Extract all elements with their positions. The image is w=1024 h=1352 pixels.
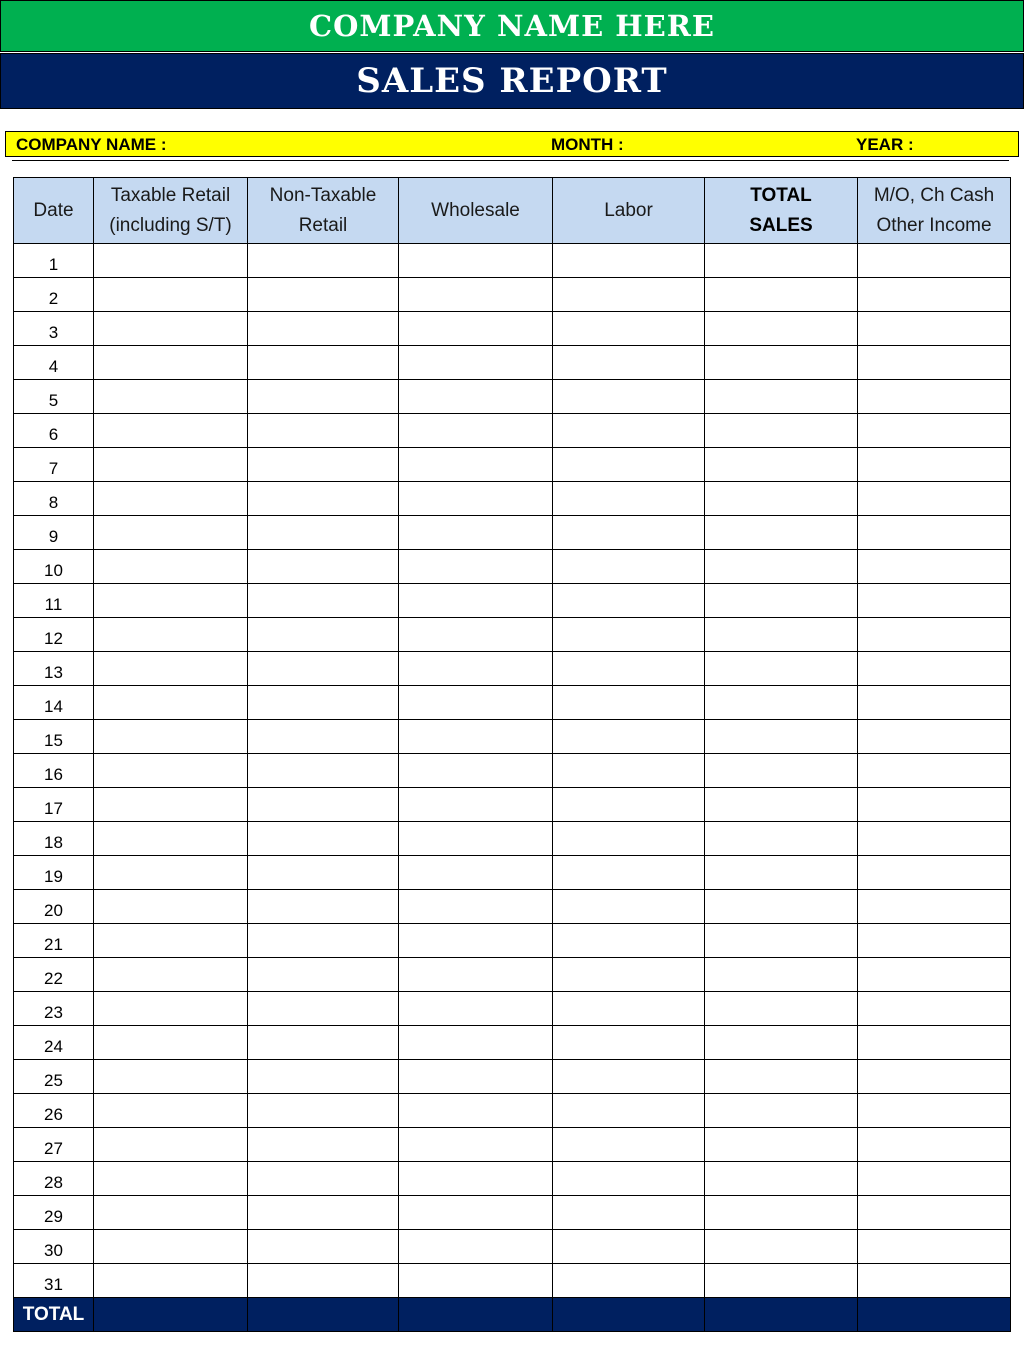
non-taxable-retail-cell[interactable] [248,516,399,550]
total-sales-cell[interactable] [705,686,858,720]
column-header-taxable-retail: Taxable Retail (including S/T) [94,178,248,244]
taxable-retail-cell[interactable] [94,958,248,992]
labor-cell[interactable] [553,788,705,822]
wholesale-cell[interactable] [399,244,553,278]
table-row [14,516,1011,550]
labor-cell[interactable] [553,1094,705,1128]
non-taxable-retail-cell[interactable] [248,244,399,278]
taxable-retail-cell[interactable] [94,346,248,380]
table-row [14,924,1011,958]
non-taxable-retail-cell[interactable] [248,788,399,822]
non-taxable-retail-cell[interactable] [248,448,399,482]
day-number: 25 [14,1060,94,1094]
year-label: YEAR : [856,135,914,154]
total-total-sales-cell[interactable] [705,1298,858,1332]
column-header-total-sales: TOTAL SALES [705,178,858,244]
total-sales-cell[interactable] [705,992,858,1026]
table-row [14,1162,1011,1196]
day-number: 10 [14,550,94,584]
wholesale-cell[interactable] [399,618,553,652]
wholesale-cell[interactable] [399,652,553,686]
non-taxable-retail-cell[interactable] [248,1264,399,1298]
day-number: 22 [14,958,94,992]
table-row [14,312,1011,346]
total-sales-cell[interactable] [705,856,858,890]
taxable-retail-cell[interactable] [94,1060,248,1094]
day-number: 24 [14,1026,94,1060]
other-income-cell[interactable] [858,788,1011,822]
non-taxable-retail-cell[interactable] [248,1060,399,1094]
taxable-retail-cell[interactable] [94,1026,248,1060]
day-number: 20 [14,890,94,924]
labor-cell[interactable] [553,1026,705,1060]
taxable-retail-cell[interactable] [94,618,248,652]
other-income-cell[interactable] [858,652,1011,686]
taxable-retail-cell[interactable] [94,1230,248,1264]
day-number: 12 [14,618,94,652]
total-sales-cell[interactable] [705,1060,858,1094]
taxable-retail-cell[interactable] [94,652,248,686]
total-sales-cell[interactable] [705,788,858,822]
labor-cell[interactable] [553,244,705,278]
labor-cell[interactable] [553,1264,705,1298]
taxable-retail-cell[interactable] [94,448,248,482]
info-underline [12,160,1009,161]
total-labor-cell[interactable] [553,1298,705,1332]
wholesale-cell[interactable] [399,414,553,448]
company-name-label: COMPANY NAME : [16,135,167,154]
wholesale-cell[interactable] [399,822,553,856]
wholesale-cell[interactable] [399,278,553,312]
taxable-retail-cell[interactable] [94,686,248,720]
taxable-retail-cell[interactable] [94,822,248,856]
table-row [14,754,1011,788]
column-header-other-income: M/O, Ch Cash Other Income [858,178,1011,244]
day-number: 14 [14,686,94,720]
total-sales-cell[interactable] [705,754,858,788]
total-taxable-retail-cell[interactable] [94,1298,248,1332]
wholesale-cell[interactable] [399,1264,553,1298]
wholesale-cell[interactable] [399,890,553,924]
labor-cell[interactable] [553,516,705,550]
wholesale-cell[interactable] [399,482,553,516]
wholesale-cell[interactable] [399,1060,553,1094]
non-taxable-retail-cell[interactable] [248,380,399,414]
wholesale-cell[interactable] [399,1196,553,1230]
non-taxable-retail-cell[interactable] [248,856,399,890]
day-number: 17 [14,788,94,822]
company-name-banner: COMPANY NAME HERE [0,0,1024,52]
non-taxable-retail-cell[interactable] [248,652,399,686]
labor-cell[interactable] [553,958,705,992]
day-number: 15 [14,720,94,754]
wholesale-cell[interactable] [399,1026,553,1060]
table-row [14,414,1011,448]
column-header-non-taxable-retail: Non-Taxable Retail [248,178,399,244]
day-number: 28 [14,1162,94,1196]
day-number: 5 [14,380,94,414]
taxable-retail-cell[interactable] [94,992,248,1026]
sales-report-table [13,177,1011,1332]
table-row [14,992,1011,1026]
taxable-retail-cell[interactable] [94,1196,248,1230]
labor-cell[interactable] [553,992,705,1026]
other-income-cell[interactable] [858,822,1011,856]
wholesale-cell[interactable] [399,686,553,720]
taxable-retail-cell[interactable] [94,482,248,516]
other-income-cell[interactable] [858,1162,1011,1196]
non-taxable-retail-cell[interactable] [248,584,399,618]
table-row [14,1094,1011,1128]
wholesale-cell[interactable] [399,584,553,618]
other-income-cell[interactable] [858,958,1011,992]
column-header-wholesale: Wholesale [399,178,553,244]
non-taxable-retail-cell[interactable] [248,346,399,380]
wholesale-cell[interactable] [399,550,553,584]
total-sales-cell[interactable] [705,1264,858,1298]
taxable-retail-cell[interactable] [94,1128,248,1162]
other-income-cell[interactable] [858,1196,1011,1230]
other-income-cell[interactable] [858,346,1011,380]
non-taxable-retail-cell[interactable] [248,312,399,346]
non-taxable-retail-cell[interactable] [248,924,399,958]
total-sales-cell[interactable] [705,1162,858,1196]
taxable-retail-cell[interactable] [94,584,248,618]
table-row [14,244,1011,278]
non-taxable-retail-cell[interactable] [248,278,399,312]
other-income-cell[interactable] [858,856,1011,890]
non-taxable-retail-cell[interactable] [248,822,399,856]
labor-cell[interactable] [553,652,705,686]
other-income-cell[interactable] [858,1094,1011,1128]
total-sales-cell[interactable] [705,618,858,652]
labor-cell[interactable] [553,380,705,414]
taxable-retail-cell[interactable] [94,516,248,550]
other-income-cell[interactable] [858,890,1011,924]
wholesale-cell[interactable] [399,720,553,754]
total-non-taxable-retail-cell[interactable] [248,1298,399,1332]
wholesale-cell[interactable] [399,1162,553,1196]
taxable-retail-cell[interactable] [94,380,248,414]
table-row [14,788,1011,822]
other-income-cell[interactable] [858,754,1011,788]
non-taxable-retail-cell[interactable] [248,1196,399,1230]
total-sales-cell[interactable] [705,720,858,754]
non-taxable-retail-cell[interactable] [248,1128,399,1162]
other-income-cell[interactable] [858,448,1011,482]
taxable-retail-cell[interactable] [94,1264,248,1298]
other-income-cell[interactable] [858,1230,1011,1264]
total-other-income-cell[interactable] [858,1298,1011,1332]
wholesale-cell[interactable] [399,788,553,822]
table-row [14,1060,1011,1094]
taxable-retail-cell[interactable] [94,1162,248,1196]
taxable-retail-cell[interactable] [94,244,248,278]
table-row [14,686,1011,720]
table-row [14,1264,1011,1298]
total-sales-cell[interactable] [705,312,858,346]
labor-cell[interactable] [553,822,705,856]
labor-cell[interactable] [553,754,705,788]
day-number: 13 [14,652,94,686]
day-number: 30 [14,1230,94,1264]
total-sales-cell[interactable] [705,414,858,448]
labor-cell[interactable] [553,584,705,618]
day-number: 31 [14,1264,94,1298]
non-taxable-retail-cell[interactable] [248,890,399,924]
table-row [14,856,1011,890]
labor-cell[interactable] [553,1162,705,1196]
day-number: 1 [14,244,94,278]
labor-cell[interactable] [553,1060,705,1094]
table-row [14,380,1011,414]
other-income-cell[interactable] [858,992,1011,1026]
non-taxable-retail-cell[interactable] [248,618,399,652]
other-income-cell[interactable] [858,1026,1011,1060]
taxable-retail-cell[interactable] [94,550,248,584]
other-income-cell[interactable] [858,584,1011,618]
other-income-cell[interactable] [858,1128,1011,1162]
taxable-retail-cell[interactable] [94,890,248,924]
table-row [14,448,1011,482]
day-number: 9 [14,516,94,550]
taxable-retail-cell[interactable] [94,1094,248,1128]
day-number: 8 [14,482,94,516]
table-row [14,890,1011,924]
table-row [14,618,1011,652]
wholesale-cell[interactable] [399,516,553,550]
other-income-cell[interactable] [858,482,1011,516]
table-row [14,1196,1011,1230]
other-income-cell[interactable] [858,924,1011,958]
other-income-cell[interactable] [858,278,1011,312]
table-row [14,584,1011,618]
wholesale-cell[interactable] [399,992,553,1026]
table-row [14,720,1011,754]
other-income-cell[interactable] [858,312,1011,346]
labor-cell[interactable] [553,448,705,482]
non-taxable-retail-cell[interactable] [248,550,399,584]
report-info-bar [5,131,1019,157]
table-row [14,822,1011,856]
labor-cell[interactable] [553,720,705,754]
day-number: 6 [14,414,94,448]
wholesale-cell[interactable] [399,380,553,414]
total-sales-cell[interactable] [705,244,858,278]
wholesale-cell[interactable] [399,1128,553,1162]
day-number: 3 [14,312,94,346]
other-income-cell[interactable] [858,720,1011,754]
labor-cell[interactable] [553,618,705,652]
non-taxable-retail-cell[interactable] [248,1094,399,1128]
other-income-cell[interactable] [858,414,1011,448]
total-sales-cell[interactable] [705,958,858,992]
total-sales-cell[interactable] [705,1094,858,1128]
labor-cell[interactable] [553,346,705,380]
labor-cell[interactable] [553,312,705,346]
day-number: 23 [14,992,94,1026]
non-taxable-retail-cell[interactable] [248,686,399,720]
wholesale-cell[interactable] [399,448,553,482]
taxable-retail-cell[interactable] [94,924,248,958]
labor-cell[interactable] [553,1230,705,1264]
column-header-date: Date [14,178,94,244]
day-number: 7 [14,448,94,482]
other-income-cell[interactable] [858,244,1011,278]
other-income-cell[interactable] [858,618,1011,652]
wholesale-cell[interactable] [399,754,553,788]
labor-cell[interactable] [553,278,705,312]
non-taxable-retail-cell[interactable] [248,992,399,1026]
non-taxable-retail-cell[interactable] [248,1162,399,1196]
total-sales-cell[interactable] [705,652,858,686]
taxable-retail-cell[interactable] [94,312,248,346]
labor-cell[interactable] [553,856,705,890]
table-row [14,482,1011,516]
other-income-cell[interactable] [858,1264,1011,1298]
non-taxable-retail-cell[interactable] [248,482,399,516]
total-sales-cell[interactable] [705,380,858,414]
day-number: 21 [14,924,94,958]
total-row [14,1298,1011,1332]
table-row [14,346,1011,380]
total-sales-cell[interactable] [705,550,858,584]
labor-cell[interactable] [553,482,705,516]
non-taxable-retail-cell[interactable] [248,1230,399,1264]
table-row [14,1230,1011,1264]
non-taxable-retail-cell[interactable] [248,958,399,992]
other-income-cell[interactable] [858,1060,1011,1094]
month-label: MONTH : [551,135,624,154]
table-row [14,1026,1011,1060]
report-title-banner: SALES REPORT [0,53,1024,109]
table-row [14,278,1011,312]
total-sales-cell[interactable] [705,516,858,550]
day-number: 11 [14,584,94,618]
non-taxable-retail-cell[interactable] [248,720,399,754]
total-sales-cell[interactable] [705,278,858,312]
labor-cell[interactable] [553,890,705,924]
table-row [14,958,1011,992]
non-taxable-retail-cell[interactable] [248,754,399,788]
day-number: 27 [14,1128,94,1162]
total-sales-cell[interactable] [705,1026,858,1060]
taxable-retail-cell[interactable] [94,278,248,312]
labor-cell[interactable] [553,550,705,584]
labor-cell[interactable] [553,924,705,958]
non-taxable-retail-cell[interactable] [248,1026,399,1060]
column-header-labor: Labor [553,178,705,244]
total-sales-cell[interactable] [705,1128,858,1162]
labor-cell[interactable] [553,686,705,720]
other-income-cell[interactable] [858,686,1011,720]
table-header-row [14,178,1011,244]
total-sales-cell[interactable] [705,822,858,856]
other-income-cell[interactable] [858,516,1011,550]
day-number: 19 [14,856,94,890]
wholesale-cell[interactable] [399,924,553,958]
day-number: 18 [14,822,94,856]
other-income-cell[interactable] [858,380,1011,414]
day-number: 2 [14,278,94,312]
wholesale-cell[interactable] [399,312,553,346]
day-number: 29 [14,1196,94,1230]
total-sales-cell[interactable] [705,1196,858,1230]
wholesale-cell[interactable] [399,1230,553,1264]
table-row [14,1128,1011,1162]
labor-cell[interactable] [553,1128,705,1162]
wholesale-cell[interactable] [399,856,553,890]
non-taxable-retail-cell[interactable] [248,414,399,448]
taxable-retail-cell[interactable] [94,414,248,448]
wholesale-cell[interactable] [399,958,553,992]
day-number: 16 [14,754,94,788]
other-income-cell[interactable] [858,550,1011,584]
table-row [14,652,1011,686]
total-sales-cell[interactable] [705,924,858,958]
total-sales-cell[interactable] [705,448,858,482]
day-number: 26 [14,1094,94,1128]
total-sales-cell[interactable] [705,482,858,516]
day-number: 4 [14,346,94,380]
labor-cell[interactable] [553,1196,705,1230]
total-sales-cell[interactable] [705,890,858,924]
taxable-retail-cell[interactable] [94,856,248,890]
table-row [14,550,1011,584]
total-sales-cell[interactable] [705,584,858,618]
taxable-retail-cell[interactable] [94,754,248,788]
total-sales-cell[interactable] [705,1230,858,1264]
labor-cell[interactable] [553,414,705,448]
taxable-retail-cell[interactable] [94,720,248,754]
total-sales-cell[interactable] [705,346,858,380]
wholesale-cell[interactable] [399,1094,553,1128]
taxable-retail-cell[interactable] [94,788,248,822]
total-wholesale-cell[interactable] [399,1298,553,1332]
wholesale-cell[interactable] [399,346,553,380]
total-label: TOTAL [14,1298,94,1332]
